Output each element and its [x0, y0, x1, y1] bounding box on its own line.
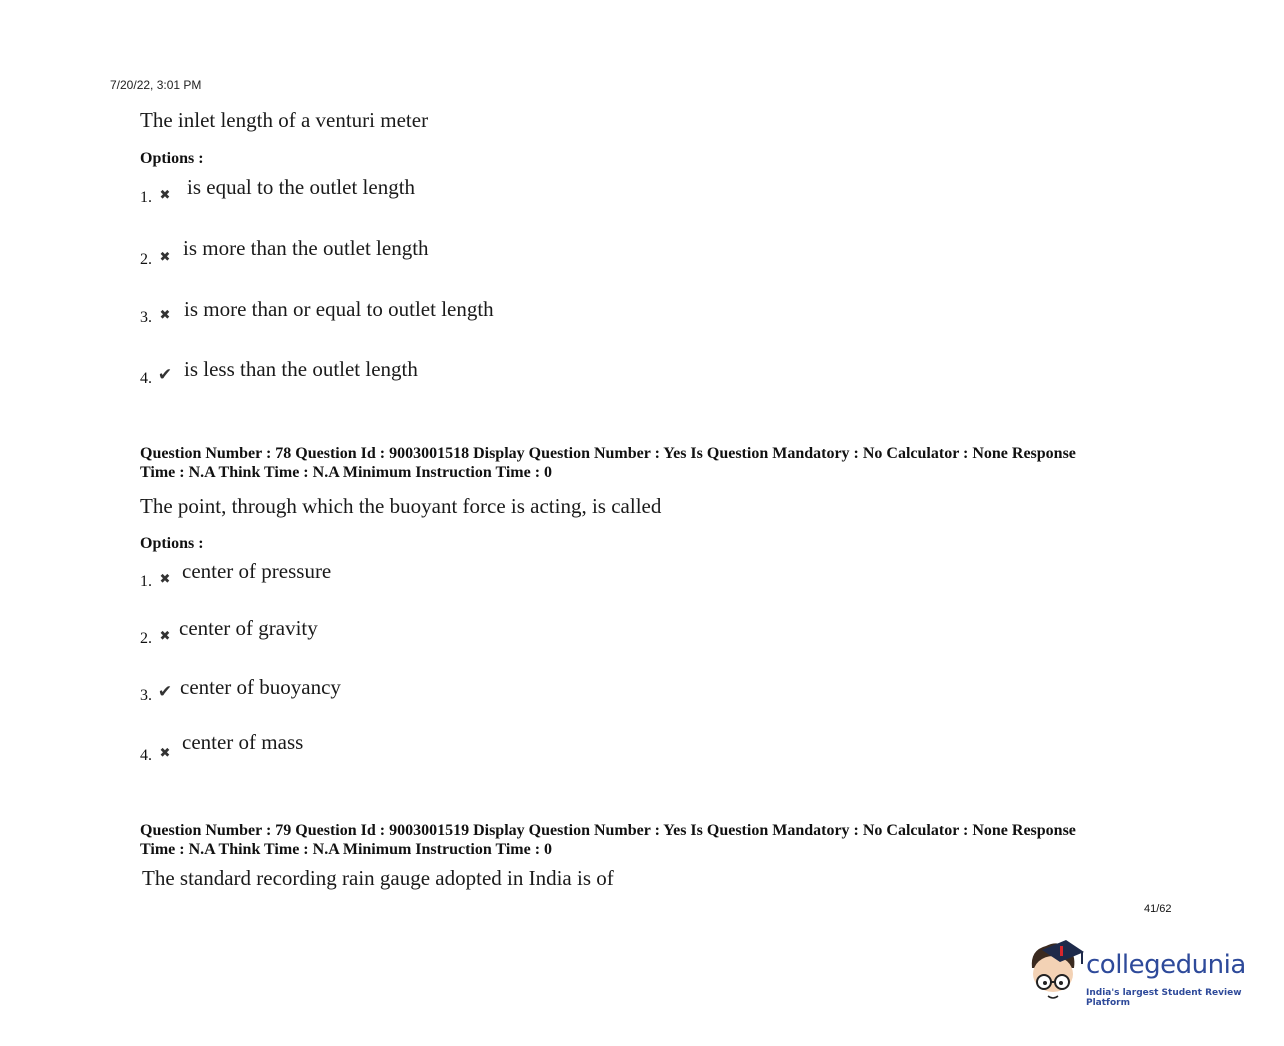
q77-option-3-number: 3.	[140, 309, 152, 326]
cross-mark-icon: ✖	[159, 307, 171, 322]
question-77-text: The inlet length of a venturi meter	[140, 108, 429, 132]
q78-option-3-text: center of buoyancy	[180, 675, 341, 699]
cross-mark-icon: ✖	[159, 187, 171, 202]
q77-option-3-text: is more than or equal to outlet length	[184, 297, 494, 321]
q78-metadata	[140, 444, 1170, 482]
q77-option-1-number: 1.	[140, 189, 152, 206]
q77-options-label: Options :	[140, 150, 204, 167]
q77-option-4-number: 4.	[140, 370, 152, 387]
page-number: 41/62	[1144, 903, 1172, 915]
q78-option-3-number: 3.	[140, 687, 152, 704]
q78-option-2-number: 2.	[140, 630, 152, 647]
cross-mark-icon: ✖	[159, 745, 171, 760]
cross-mark-icon: ✖	[159, 249, 171, 264]
collegedunia-logo	[1024, 938, 1264, 1008]
q78-option-1-text: center of pressure	[182, 559, 332, 583]
q78-options-label: Options :	[140, 535, 204, 552]
logo-wordmark: collegedunia	[1086, 950, 1246, 980]
q78-option-2-text: center of gravity	[179, 616, 318, 640]
q79-metadata	[140, 821, 1170, 859]
question-79-text: The standard recording rain gauge adopted in India is of	[142, 866, 614, 890]
q79-metadata-line-1: Question Number : 79 Question Id : 9003001519 Display Question Number : Yes Is Question Mandatory : No Calculator : None Response	[140, 822, 1076, 839]
q78-option-4-number: 4.	[140, 747, 152, 764]
check-mark-icon: ✔	[157, 682, 173, 701]
q77-option-1-text: is equal to the outlet length	[187, 175, 416, 199]
q79-metadata-line-2: Time : N.A Think Time : N.A Minimum Instruction Time : 0	[140, 841, 553, 858]
q78-metadata-line-1: Question Number : 78 Question Id : 9003001518 Display Question Number : Yes Is Question Mandatory : No Calculator : None Response	[140, 445, 1076, 462]
q77-option-2-number: 2.	[140, 251, 152, 268]
check-mark-icon: ✔	[157, 365, 173, 384]
logo-tagline: India's largest Student Review Platform	[1086, 988, 1242, 1008]
q78-metadata-line-2: Time : N.A Think Time : N.A Minimum Instruction Time : 0	[140, 464, 553, 481]
cross-mark-icon: ✖	[159, 571, 171, 586]
q78-option-4-text: center of mass	[182, 730, 304, 754]
mascot-icon	[1024, 938, 1086, 1008]
cross-mark-icon: ✖	[159, 628, 171, 643]
q78-option-1-number: 1.	[140, 573, 152, 590]
q77-option-2-text: is more than the outlet length	[183, 236, 429, 260]
question-78-text: The point, through which the buoyant force is acting, is called	[140, 494, 662, 518]
q77-option-4-text: is less than the outlet length	[184, 357, 418, 381]
print-timestamp: 7/20/22, 3:01 PM	[110, 78, 202, 92]
